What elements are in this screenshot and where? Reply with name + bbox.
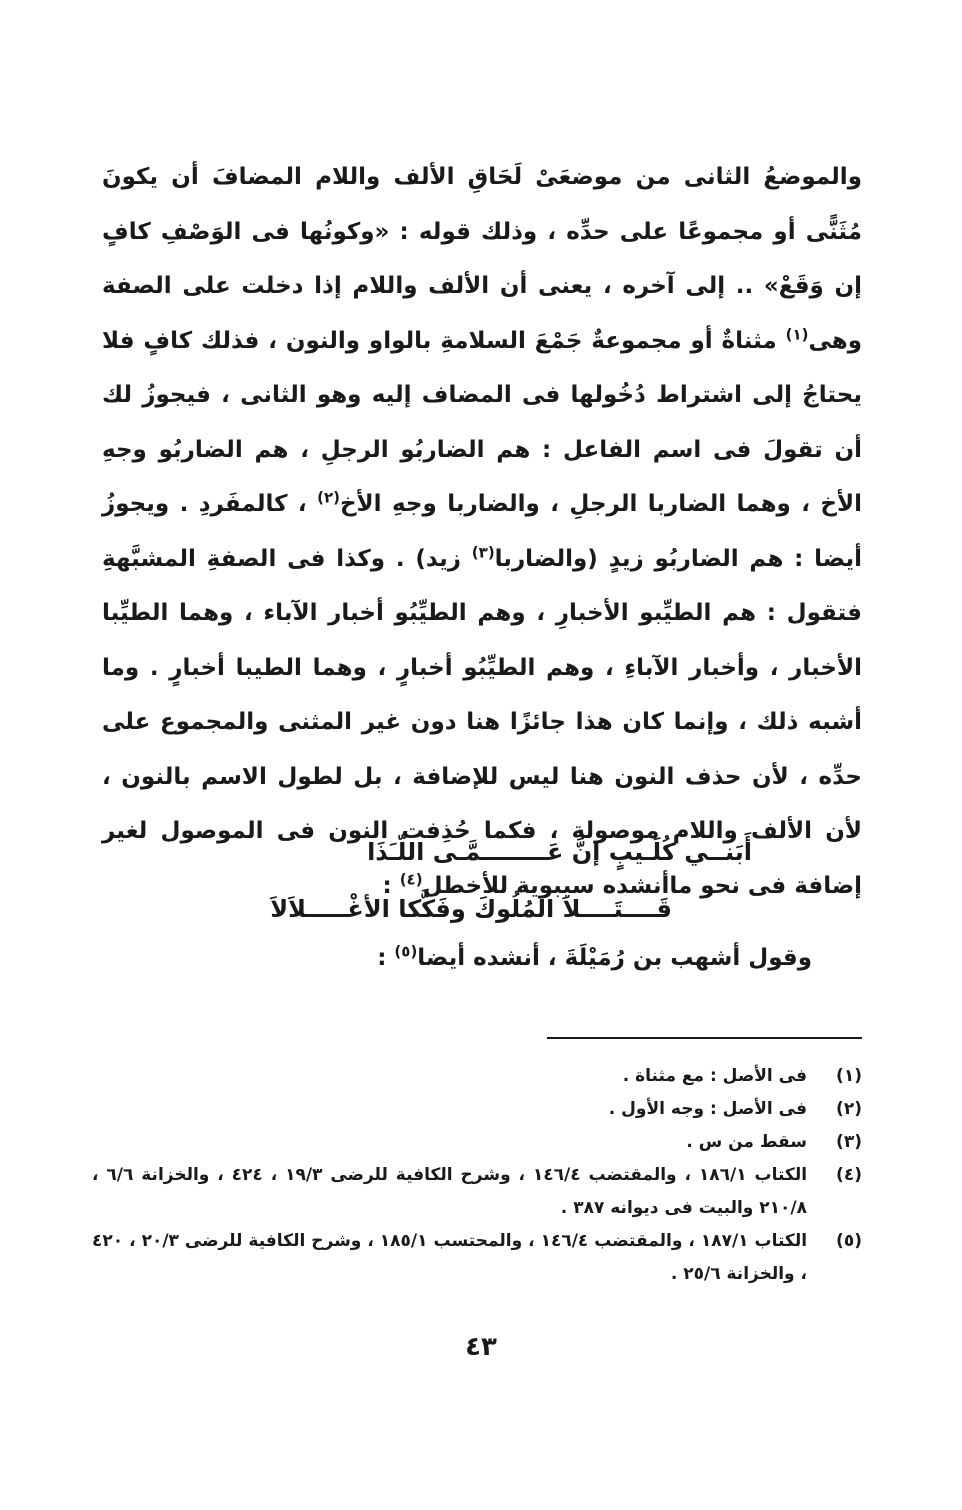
paragraph-part-1: والموضعُ الثانى من موضعَىْ لَحَاقِ الألف واللام المضافَ أن يكونَ مُثَنًّى أو مجموعًا على حدِّه ، وذلك قوله : «وكونُها فى الوَصْفِ كافٍ إن وَقَعْ» .. إلى آخره ، يعنى أن الألف واللام إذا دخلت على الصفة وهى xyxy=(102,164,862,354)
paragraph-part-4: زيد) . وكذا فى الصفةِ المشبَّهةِ فتقول : هم الطيِّبو الأخبارِ ، وهم الطيِّبُو أخبار الآباء ، وهما الطيِّبا الأخبار ، وأخبار الآباءِ ، وهم الطيِّبُو أخبارٍ ، وهما الطيبا أخبارٍ . وما أشبه ذلك ، وإنما كان هذا جائزًا هنا دون غير المثنى والمجموع على حدِّه ، لأن حذف النون هنا ليس للإضافة ، بل لطول الاسم بالنون ، لأن الألف واللام موصولة ، فكما حُذِفت النون فى الموصول لغير إضافة فى نحو ماأنشده سيبوية للأخطل xyxy=(102,545,862,899)
footnote-text: فى الأصل : وجه الأول . xyxy=(608,1099,807,1119)
page-number: ٤٣ xyxy=(465,1332,497,1362)
footnote-text: الكتاب ١٨٧/١ ، والمقتضب ١٤٦/٤ ، والمحتسب ١٨٥/١ ، وشرح الكافية للرضى ٢٠/٣ ، ٤٢٠ ، والخزانة ٢٥/٦ . xyxy=(92,1231,808,1284)
paragraph-part-3: ، كالمفَردِ . ويجوزُ أيضا : هم الضاربُو زيدٍ (والضاربا xyxy=(102,491,862,572)
paragraph-end: : xyxy=(382,872,400,899)
paragraph-part-2: مثناةٌ أو مجموعةٌ جَمْعَ السلامةِ بالواو والنون ، فذلك كافٍ فلا يحتاجُ إلى اشتراط دُخُولها فى المضاف إليه وهو الثانى ، فيجوزُ لك أن تقولَ فى اسم الفاعل : هم الضاربُو الرجلِ ، هم الضاربُو وجهِ الأخ ، وهما الضاربا الرجلِ ، والضاربا وجهِ الأخ xyxy=(102,327,862,517)
footnote-number: (١) xyxy=(836,1066,862,1086)
after-poem-end: : xyxy=(377,945,395,971)
footnote-number: (٥) xyxy=(836,1231,862,1251)
after-poem-text: وقول أشهب بن رُمَيْلَةَ ، أنشده أيضا xyxy=(417,945,812,971)
footnote-item xyxy=(92,1093,862,1126)
footnote-ref-4[interactable]: (٤) xyxy=(399,869,423,888)
footnote-item xyxy=(92,1126,862,1159)
footnote-item xyxy=(92,1159,862,1225)
footnote-text: الكتاب ١٨٦/١ ، والمقتضب ١٤٦/٤ ، وشرح الكافية للرضى ١٩/٣ ، ٤٢٤ ، والخزانة ٦/٦ ، ٢١٠/٨ والبيت فى ديوانه ٣٨٧ . xyxy=(92,1165,808,1218)
footnote-ref-1[interactable]: (١) xyxy=(785,324,809,343)
footnote-ref-3[interactable]: (٣) xyxy=(471,542,495,561)
poem-first-hemistich: أَبَنــي كُلَـيبٍ إنَّ عَــــــــمَّـى اللّـَذَا xyxy=(367,838,752,866)
main-paragraph xyxy=(102,150,862,913)
footnote-item xyxy=(92,1225,862,1291)
footnote-text: سقط من س . xyxy=(686,1132,807,1152)
footnote-ref-2[interactable]: (٢) xyxy=(317,488,340,507)
footnote-ref-5[interactable]: (٥) xyxy=(394,942,418,961)
footnote-item xyxy=(92,1060,862,1093)
footnote-number: (٢) xyxy=(836,1099,862,1119)
footnote-number: (٤) xyxy=(836,1165,862,1185)
footnote-number: (٣) xyxy=(836,1132,862,1152)
footnotes-section xyxy=(92,1060,862,1291)
footnote-divider xyxy=(547,1037,862,1039)
after-poem-line xyxy=(377,942,812,971)
paragraph-text xyxy=(102,150,862,913)
footnote-text: فى الأصل : مع مثناة . xyxy=(622,1066,807,1086)
poem-second-hemistich: قَــــتَــــلاَ المُلُوكَ وفَكَّكا الأغْـــــلاَلاَ xyxy=(270,895,672,923)
